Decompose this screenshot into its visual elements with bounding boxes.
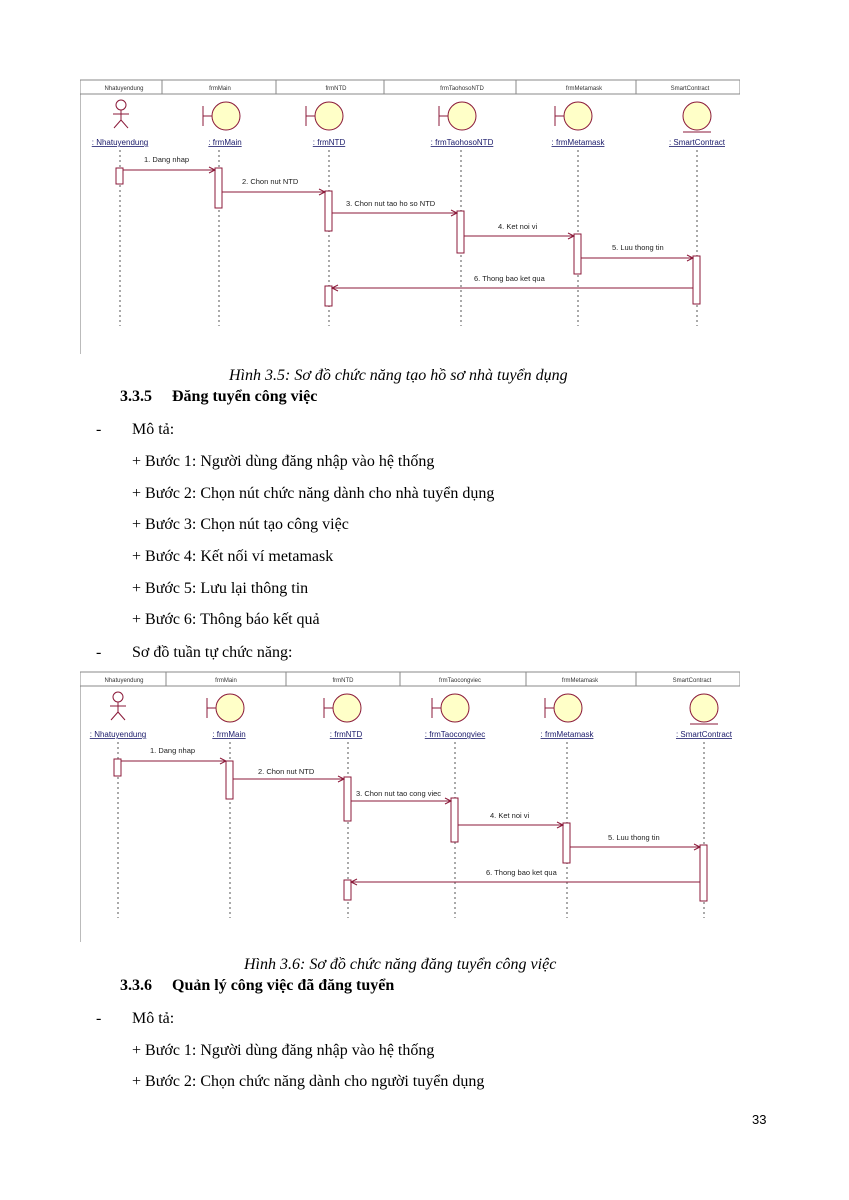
boundary-icon	[432, 694, 469, 722]
section-number: 3.3.6	[120, 977, 152, 994]
message-label: 1. Dang nhap	[144, 155, 190, 164]
participant-label: : frmNTD	[329, 730, 363, 739]
message-label: 2. Chon nut NTD	[258, 767, 315, 776]
step-item: + Bước 5: Lưu lại thông tin	[132, 580, 309, 597]
header-cell: frmTaohosoNTD	[440, 86, 484, 92]
boundary-icon	[545, 694, 582, 722]
message-label: 4. Ket noi vi	[490, 811, 530, 820]
header-cell: frmMetamask	[565, 86, 603, 92]
section-title: Đăng tuyển công việc	[172, 388, 318, 405]
header-cell: SmartContract	[672, 678, 712, 684]
participant-label: : frmMain	[208, 138, 242, 147]
header-cell: frmMetamask	[561, 678, 599, 684]
message-label: 6. Thong bao ket qua	[474, 274, 545, 283]
boundary-icon	[324, 694, 361, 722]
description-label-1: - Mô tả:	[96, 421, 175, 438]
participant-label: : frmMain	[212, 730, 246, 739]
boundary-icon	[207, 694, 244, 722]
message-label: 4. Ket noi vi	[498, 222, 538, 231]
step-item: + Bước 4: Kết nối ví metamask	[132, 548, 334, 565]
header-cell: frmTaocongviec	[438, 678, 482, 684]
message-label: 1. Dang nhap	[150, 746, 196, 755]
participant-label: : SmartContract	[675, 730, 733, 739]
boundary-icon	[439, 102, 476, 130]
participant-label: : SmartContract	[668, 138, 726, 147]
figure-caption-1: Hình 3.5: Sơ đồ chức năng tạo hồ sơ nhà tuyển dụng	[229, 367, 568, 384]
header-cell: frmMain	[209, 86, 231, 92]
step-item: + Bước 2: Chọn chức năng dành cho người tuyển dụng	[132, 1073, 485, 1090]
step-item: + Bước 1: Người dùng đăng nhập vào hệ thống	[132, 1042, 435, 1059]
entity-icon	[683, 102, 711, 132]
step-item: + Bước 3: Chọn nút tạo công việc	[132, 516, 349, 533]
participant-label: : Nhatuyendung	[91, 138, 149, 147]
sequence-diagram-1	[80, 76, 740, 356]
message-label: 5. Luu thong tin	[608, 833, 660, 842]
message-label: 6. Thong bao ket qua	[486, 868, 557, 877]
actor-icon	[113, 100, 129, 128]
participant-label: : frmTaohosoNTD	[430, 138, 494, 147]
participant-label: : frmMetamask	[540, 730, 594, 739]
entity-icon	[690, 694, 718, 724]
header-cell: SmartContract	[670, 86, 710, 92]
figure-caption-2: Hình 3.6: Sơ đồ chức năng đăng tuyển công việc	[244, 956, 557, 973]
section-heading-3-3-5	[120, 388, 317, 406]
message-label: 3. Chon nut tao ho so NTD	[346, 199, 436, 208]
step-item: + Bước 1: Người dùng đăng nhập vào hệ thống	[132, 453, 435, 470]
step-item: + Bước 2: Chọn nút chức năng dành cho nhà tuyển dụng	[132, 485, 495, 502]
header-cell: Nhatuyendung	[104, 86, 144, 92]
participant-label: : frmNTD	[312, 138, 346, 147]
description-label-2: - Mô tả:	[96, 1010, 175, 1027]
page-number: 33	[752, 1112, 767, 1127]
header-cell: Nhatuyendung	[104, 678, 144, 684]
participant-label: : Nhatuyendung	[89, 730, 147, 739]
message-label: 2. Chon nut NTD	[242, 177, 299, 186]
boundary-icon	[203, 102, 240, 130]
section-heading-3-3-6	[120, 977, 394, 995]
step-item: + Bước 6: Thông báo kết quả	[132, 611, 320, 628]
section-title: Quản lý công việc đã đăng tuyển	[172, 977, 395, 994]
participant-label: : frmMetamask	[551, 138, 605, 147]
boundary-icon	[555, 102, 592, 130]
sequence-diagram-label: - Sơ đồ tuần tự chức năng:	[96, 644, 293, 661]
header-cell: frmNTD	[325, 86, 347, 92]
section-number: 3.3.5	[120, 388, 152, 405]
actor-icon	[110, 692, 126, 720]
participant-label: : frmTaocongviec	[424, 730, 486, 739]
header-cell: frmNTD	[332, 678, 354, 684]
boundary-icon	[306, 102, 343, 130]
sequence-diagram-2	[80, 668, 740, 944]
message-label: 3. Chon nut tao cong viec	[356, 789, 442, 798]
header-cell: frmMain	[215, 678, 237, 684]
message-label: 5. Luu thong tin	[612, 243, 664, 252]
